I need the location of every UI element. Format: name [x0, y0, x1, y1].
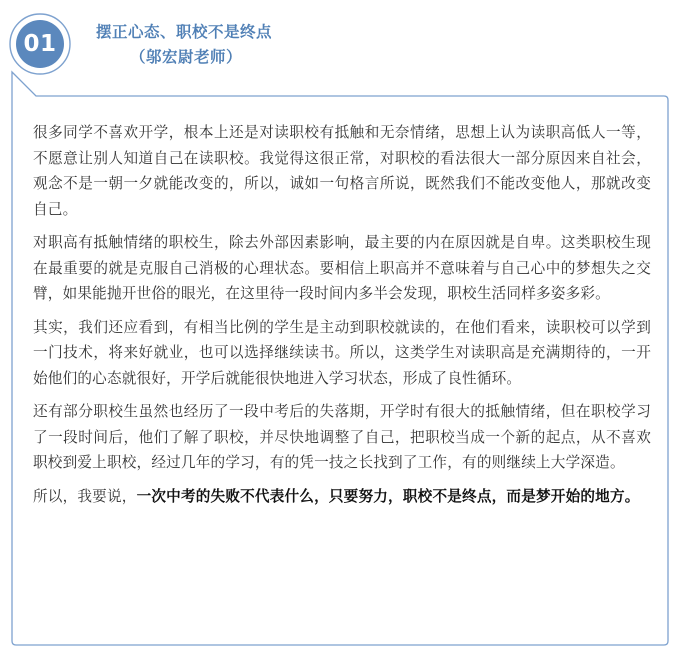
paragraph-1: 很多同学不喜欢开学，根本上还是对读职校有抵触和无奈情绪，思想上认为读职高低人一等，不愿意让别人知道自己在读职校。我觉得这很正常，对职校的看法很大一部分原因来自社会，观念不是一朝一夕就能改变的，所以，诚如一句格言所说，既然我们不能改变他人，那就改变自己。 — [33, 124, 651, 218]
conclusion-emphasis: 一次中考的失败不代表什么，只要努力，职校不是终点，而是梦开始的地方。 — [136, 487, 640, 505]
conclusion-lead: 所以，我要说， — [33, 487, 137, 505]
paragraph-4: 还有部分职校生虽然也经历了一段中考后的失落期，开学时有很大的抵触情绪，但在职校学习了一段时间后，他们了解了职校，并尽快地调整了自己，把职校当成一个新的起点，从不喜欢职校到爱上职校，经过几年的学习，有的凭一技之长找到了工作，有的则继续上大学深造。 — [33, 403, 651, 471]
section-author: （邬宏尉老师） — [130, 48, 243, 66]
conclusion-paragraph — [33, 484, 651, 510]
paragraph-2: 对职高有抵触情绪的职校生，除去外部因素影响，最主要的内在原因就是自卑。这类职校生现在最重要的就是克服自己消极的心理状态。要相信上职高并不意味着与自己心中的梦想失之交臂，如果能抛开世俗的眼光，在这里待一段时间内多半会发现，职校生活同样多姿多彩。 — [33, 234, 651, 302]
section-number-badge: 01 — [23, 31, 57, 57]
section-title: 摆正心态、职校不是终点 — [96, 23, 273, 41]
paragraph-3: 其实，我们还应看到，有相当比例的学生是主动到职校就读的，在他们看来，读职校可以学到一门技术，将来好就业，也可以选择继续读书。所以，这类学生对读职高是充满期待的，一开始他们的心态就很好，开学后就能很快地进入学习状态，形成了良性循环。 — [33, 318, 651, 387]
article-body — [33, 120, 651, 517]
